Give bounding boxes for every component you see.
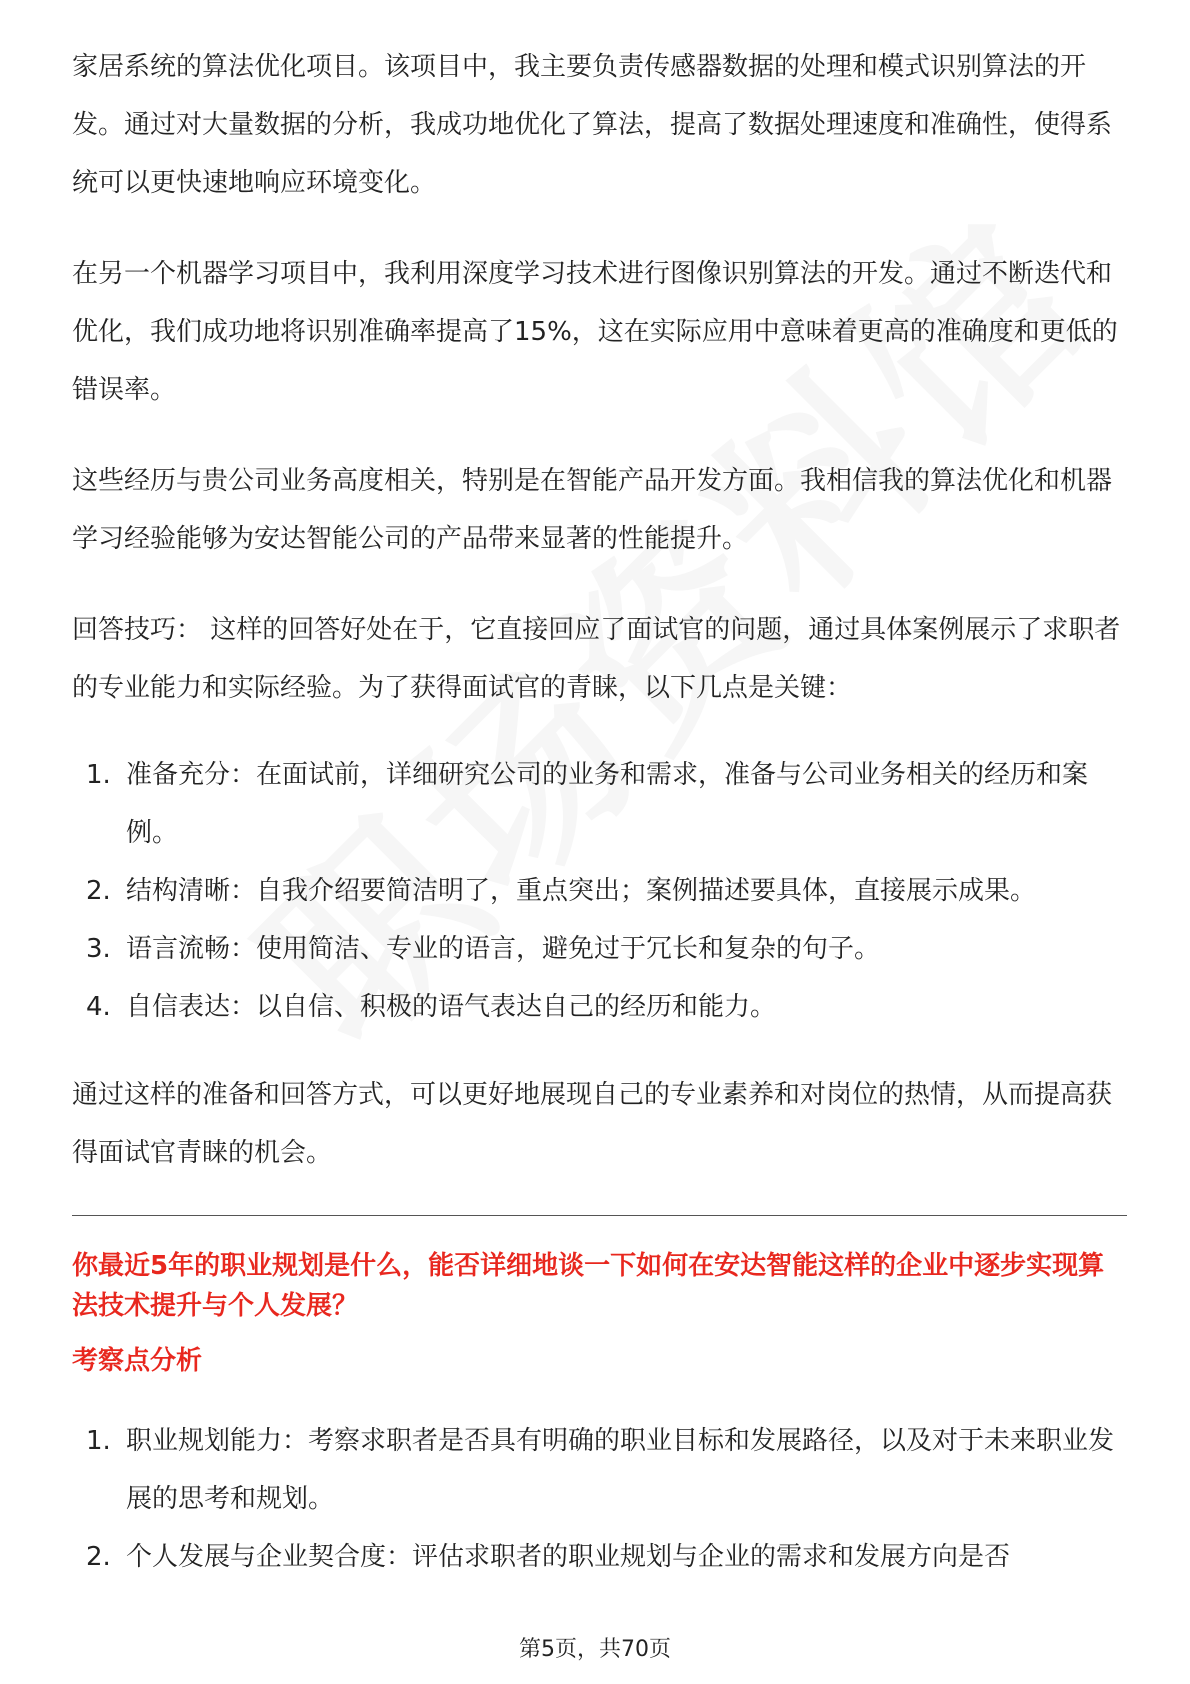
section-divider [72,1215,1127,1216]
analysis-heading: 考察点分析 [72,1346,203,1376]
list-item-text: 职业规划能力：考察求职者是否具有明确的职业目标和发展路径，以及对于未来职业发展的思考和规划。 [126,1426,1115,1514]
list-item-number: 1. [86,760,111,790]
list-item-text: 个人发展与企业契合度：评估求职者的职业规划与企业的需求和发展方向是否 [126,1542,1011,1572]
list-item-text: 自信表达：以自信、积极的语气表达自己的经历和能力。 [126,992,777,1022]
paragraph-answer-tips: 回答技巧： 这样的回答好处在于，它直接回应了面试官的问题，通过具体案例展示了求职者的专业能力和实际经验。为了获得面试官的青睐，以下几点是关键： [72,615,1121,703]
paragraph-closing: 通过这样的准备和回答方式，可以更好地展现自己的专业素养和对岗位的热情，从而提高获得面试官青睐的机会。 [72,1080,1113,1168]
list-item [72,746,1127,862]
list-item-number: 3. [86,934,111,964]
list-item [72,1528,1127,1586]
list-item-text: 语言流畅：使用简洁、专业的语言，避免过于冗长和复杂的句子。 [126,934,881,964]
list-item-text: 结构清晰：自我介绍要简洁明了，重点突出；案例描述要具体，直接展示成果。 [126,876,1037,906]
list-item-number: 1. [86,1426,111,1456]
paragraph-relevance: 这些经历与贵公司业务高度相关，特别是在智能产品开发方面。我相信我的算法优化和机器学习经验能够为安达智能公司的产品带来显著的性能提升。 [72,466,1113,554]
list-item-number: 4. [86,992,111,1022]
paragraph-algorithm-project: 家居系统的算法优化项目。该项目中，我主要负责传感器数据的处理和模式识别算法的开发。通过对大量数据的分析，我成功地优化了算法，提高了数据处理速度和准确性，使得系统可以更快速地响应环境变化。 [72,52,1113,198]
list-item-number: 2. [86,1542,111,1572]
analysis-list [72,1412,1127,1586]
page-footer: 第5页，共70页 [519,1637,671,1662]
list-item [72,862,1127,920]
list-item-number: 2. [86,876,111,906]
list-item [72,920,1127,978]
tips-list [72,746,1127,1036]
list-item [72,1412,1127,1528]
list-item-text: 准备充分：在面试前，详细研究公司的业务和需求，准备与公司业务相关的经历和案例。 [126,760,1089,848]
paragraph-ml-project: 在另一个机器学习项目中，我利用深度学习技术进行图像识别算法的开发。通过不断迭代和优化，我们成功地将识别准确率提高了15%，这在实际应用中意味着更高的准确度和更低的错误率。 [72,259,1118,405]
interview-question: 你最近5年的职业规划是什么，能否详细地谈一下如何在安达智能这样的企业中逐步实现算法技术提升与个人发展？ [72,1251,1105,1321]
page-content [72,38,1127,1616]
list-item [72,978,1127,1036]
